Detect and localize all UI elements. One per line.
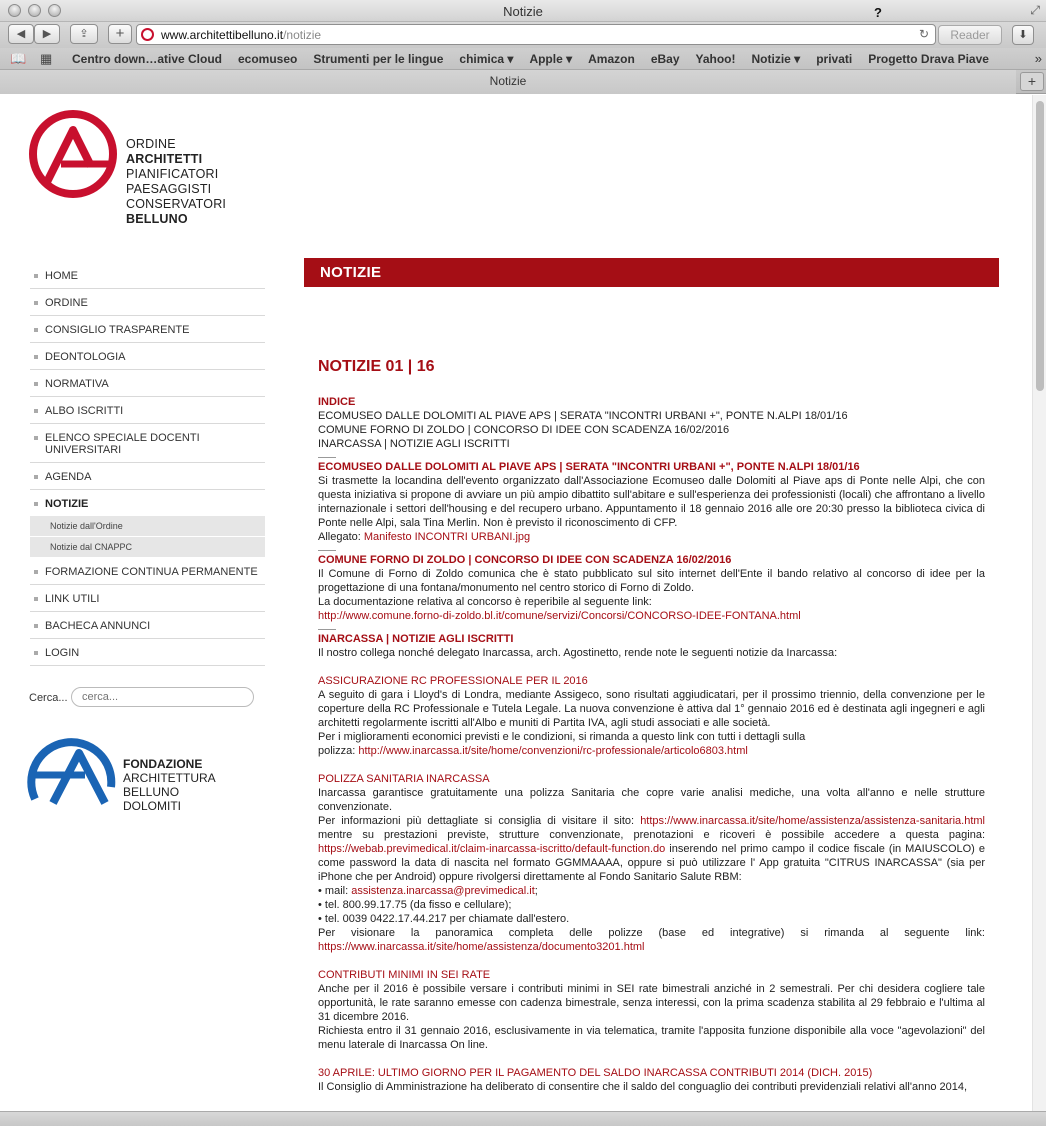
paragraph: Per i miglioramenti economici previsti e le condizioni, si rimanda a questo link con tutti i dettagli sulla	[318, 731, 806, 743]
nav-item-formazione[interactable]: FORMAZIONE CONTINUA PERMANENTE	[30, 558, 265, 585]
attachment-label: Allegato:	[318, 531, 364, 543]
tab-notizie[interactable]: Notizie	[0, 70, 1016, 94]
search-label: Cerca...	[29, 692, 68, 704]
back-button[interactable]: ◀	[8, 24, 34, 44]
text: Per visionare la panoramica completa delle polizze (base ed integrative) si rimanda al seguente link:	[318, 927, 985, 939]
nav-item-deontologia[interactable]: DEONTOLOGIA	[30, 343, 265, 370]
fondazione-logo-text	[123, 757, 216, 813]
address-bar[interactable]	[136, 24, 936, 45]
new-tab-button[interactable]: +	[1020, 72, 1044, 91]
logo-line: PAESAGGISTI	[126, 182, 212, 196]
logo-line: BELLUNO	[126, 212, 188, 226]
bookmark-item[interactable]: Progetto Drava Piave	[868, 52, 989, 66]
paragraph: Il Consiglio di Amministrazione ha deliberato di consentire che il saldo del conguaglio dei contributi previdenziali relativi all'anno 2014,	[318, 1081, 968, 1093]
divider	[318, 550, 336, 551]
text: inserendo nel primo campo il codice fiscale (in MAIUSCOLO) e come password la data di nascita nel formato GGMMAAAA, oppure si può utilizzare l' App gratuita "CITRUS INARCASSA" (sia per iPhone che per Android) oppure rivolgersi direttamente al Fondo Sanitario Salute RBM:	[318, 843, 985, 883]
subsection-title: 30 APRILE: ULTIMO GIORNO PER IL PAGAMENTO DEL SALDO INARCASSA CONTRIBUTI 2014 (DICH. 2015)	[318, 1067, 873, 1079]
logo-line: CONSERVATORI	[126, 197, 227, 211]
nav-item-login[interactable]: LOGIN	[30, 639, 265, 666]
top-sites-icon[interactable]: ▦	[40, 51, 53, 66]
banner-title: NOTIZIE	[320, 264, 382, 281]
more-bookmarks-icon[interactable]: »	[1034, 51, 1042, 66]
logo-line: FONDAZIONE	[123, 757, 203, 771]
bookmark-item[interactable]: Yahoo!	[695, 52, 736, 66]
paragraph	[318, 926, 985, 954]
link-label: polizza:	[318, 745, 359, 757]
text: Per informazioni più dettagliate si consiglia di visitare il sito:	[318, 815, 641, 827]
paragraph	[318, 814, 985, 884]
article-content	[318, 357, 985, 1094]
index-item[interactable]: ECOMUSEO DALLE DOLOMITI AL PIAVE APS | SERATA "INCONTRI URBANI +", PONTE N.ALPI 18/01/16	[318, 410, 848, 422]
index-item[interactable]: INARCASSA | NOTIZIE AGLI ISCRITTI	[318, 438, 510, 450]
nav-item-ordine[interactable]: ORDINE	[30, 289, 265, 316]
bookmark-item[interactable]: Notizie ▾	[751, 52, 801, 66]
window-titlebar	[0, 0, 1046, 22]
email-link[interactable]: assistenza.inarcassa@previmedical.it	[351, 885, 535, 897]
browser-toolbar	[0, 22, 1046, 48]
bookmark-list	[72, 52, 1005, 66]
divider	[318, 629, 336, 630]
nav-item-link-utili[interactable]: LINK UTILI	[30, 585, 265, 612]
logo-line: ORDINE	[126, 137, 176, 151]
logo-line: BELLUNO	[123, 785, 180, 799]
status-bar	[0, 1111, 1046, 1126]
paragraph: Il Comune di Forno di Zoldo comunica che è stato pubblicato sul sito internet dell'Ente il bando relativo al concorso di idee per la progettazione di una fontana/monumento nel centro storico di Forno di Zoldo.	[318, 568, 985, 594]
url-path: /notizie	[283, 28, 322, 42]
index-title: INDICE	[318, 396, 356, 408]
divider	[318, 457, 336, 458]
list-item	[318, 884, 985, 898]
logo-line: ARCHITETTURA	[123, 771, 216, 785]
nav-subitem-notizie-cnappc[interactable]: Notizie dal CNAPPC	[30, 537, 265, 558]
paragraph: Anche per il 2016 è possibile versare i contributi minimi in SEI rate bimestrali anziché in 2 semestrali. Per chi desidera cogliere tale opportunità, le rate saranno emesse con cadenza bimestrale, senza interessi, con la prima scadenza stabilita al 29 febbraio e l'ultima al 31 dicembre 2016.	[318, 983, 985, 1023]
text: • mail:	[318, 885, 352, 897]
search-input[interactable]	[71, 687, 254, 707]
nav-item-agenda[interactable]: AGENDA	[30, 463, 265, 490]
reload-icon[interactable]: ↻	[918, 27, 929, 41]
scrollbar-thumb[interactable]	[1036, 101, 1044, 391]
section-banner	[304, 258, 999, 287]
nav-item-notizie[interactable]: NOTIZIE	[30, 490, 265, 516]
attachment-line	[318, 530, 985, 544]
nav-item-elenco-docenti[interactable]: ELENCO SPECIALE DOCENTI UNIVERSITARI	[30, 424, 265, 463]
nav-item-albo-iscritti[interactable]: ALBO ISCRITTI	[30, 397, 265, 424]
nav-item-consiglio-trasparente[interactable]: CONSIGLIO TRASPARENTE	[30, 316, 265, 343]
subsection-title: ASSICURAZIONE RC PROFESSIONALE PER IL 2016	[318, 675, 588, 687]
ordine-logo-text	[126, 137, 226, 227]
fullscreen-icon[interactable]: ⤢	[1030, 3, 1040, 17]
nav-item-bacheca-annunci[interactable]: BACHECA ANNUNCI	[30, 612, 265, 639]
index-item[interactable]: COMUNE FORNO DI ZOLDO | CONCORSO DI IDEE CON SCADENZA 16/02/2016	[318, 424, 730, 436]
downloads-icon[interactable]: ⬇	[1012, 25, 1034, 45]
paragraph: Il nostro collega nonché delegato Inarcassa, arch. Agostinetto, rende note le seguenti notizie da Inarcassa:	[318, 647, 838, 659]
subsection-title: POLIZZA SANITARIA INARCASSA	[318, 773, 490, 785]
paragraph: Richiesta entro il 31 gennaio 2016, esclusivamente in via telematica, tramite l'apposita funzione disponibile alla voce "agevolazioni" del menu laterale di Inarcassa On line.	[318, 1025, 985, 1051]
share-button[interactable]: ⇪	[70, 24, 98, 44]
bookmark-item[interactable]: privati	[816, 52, 853, 66]
bookmark-item[interactable]: Amazon	[588, 52, 635, 66]
url-host: www.architettibelluno.it	[161, 28, 284, 42]
nav-item-home[interactable]: HOME	[30, 262, 265, 289]
list-item: • tel. 800.99.17.75 (da fisso e cellulare);	[318, 899, 512, 911]
tab-bar	[0, 70, 1046, 94]
bookmark-item[interactable]: Apple ▾	[529, 52, 573, 66]
bookmark-item[interactable]: Strumenti per le lingue	[313, 52, 444, 66]
logo-line: ARCHITETTI	[126, 152, 203, 166]
list-item: • tel. 0039 0422.17.44.217 per chiamate dall'estero.	[318, 913, 570, 925]
page-viewport	[0, 95, 1032, 1111]
rc-professionale-link[interactable]: http://www.inarcassa.it/site/home/convenzioni/rc-professionale/articolo6803.html	[358, 745, 748, 757]
forward-button[interactable]: ▶	[34, 24, 60, 44]
nav-subitem-notizie-ordine[interactable]: Notizie dall'Ordine	[30, 516, 265, 537]
add-bookmark-button[interactable]: +	[108, 24, 132, 44]
section-title: ECOMUSEO DALLE DOLOMITI AL PIAVE APS | SERATA "INCONTRI URBANI +", PONTE N.ALPI 18/01/16	[318, 461, 860, 473]
sidebar-nav	[30, 262, 265, 666]
text: ;	[534, 885, 538, 897]
bookmark-item[interactable]: ecomuseo	[238, 52, 298, 66]
bookmark-item[interactable]: chimica ▾	[459, 52, 514, 66]
section-title: INARCASSA | NOTIZIE AGLI ISCRITTI	[318, 633, 514, 645]
bookmarks-bar	[0, 48, 1046, 70]
assistenza-sanitaria-link[interactable]: https://www.inarcassa.it/site/home/assistenza/assistenza-sanitaria.html	[640, 815, 985, 827]
logo-line: PIANIFICATORI	[126, 167, 219, 181]
paragraph: A seguito di gara i Lloyd's di Londra, mediante Assigeco, sono risultati aggiudicatari, per il prossimo triennio, della convenzione per le coperture della RC Professionale e Tutela Legale. La nuova convenzione è attiva dal 1° gennaio 2016 ed è destinata agli ingegneri e agli architetti regolarmente iscritti all'Albo e muniti di Partita IVA, agli studi associati e alle società.	[318, 689, 985, 729]
section-title: COMUNE FORNO DI ZOLDO | CONCORSO DI IDEE CON SCADENZA 16/02/2016	[318, 554, 732, 566]
site-favicon-icon	[141, 28, 154, 41]
vertical-scrollbar[interactable]	[1032, 95, 1046, 1111]
url-text[interactable]	[161, 28, 321, 42]
bookmark-item[interactable]: Centro down…ative Cloud	[72, 52, 222, 66]
attachment-link[interactable]: Manifesto INCONTRI URBANI.jpg	[363, 531, 531, 543]
nav-item-normativa[interactable]: NORMATIVA	[30, 370, 265, 397]
bookmark-item[interactable]: eBay	[650, 52, 680, 66]
previmedical-link[interactable]: https://webab.previmedical.it/claim-inarcassa-iscritto/default-function.do	[318, 843, 666, 855]
fondazione-logo[interactable]	[27, 727, 119, 811]
subsection-title: CONTRIBUTI MINIMI IN SEI RATE	[318, 969, 491, 981]
link-line	[318, 744, 985, 758]
page-title: NOTIZIE 01 | 16	[318, 358, 435, 375]
reader-button[interactable]: Reader	[938, 25, 1002, 45]
logo-line: DOLOMITI	[123, 799, 182, 813]
concorso-link[interactable]: http://www.comune.forno-di-zoldo.bl.it/comune/servizi/Concorsi/CONCORSO-IDEE-FONTANA.html	[318, 610, 801, 622]
paragraph: Inarcassa garantisce gratuitamente una polizza Sanitaria che copre varie analisi mediche, una volta all'anno e nelle strutture convenzionate.	[318, 787, 985, 813]
paragraph: Si trasmette la locandina dell'evento organizzato dall'Associazione Ecomuseo dalle Dolomiti al Piave aps di Ponte nelle Alpi, che con questa iniziativa si propone di avviare un più ampio dibattito sull'abitare e sull'esperienza dei professionisti (locali) che affrontano a livello internazionale i settori dell'housing e del recupero urbano. Appuntamento il 18 gennaio 2016 alle ore 20:30 presso la biblioteca civica di Ponte nelle Alpi, sala Tina Merlin. Non è previsto il riconoscimento di CFP.	[318, 475, 985, 529]
window-title: Notizie	[503, 4, 543, 19]
text: mentre su prestazioni previste, strutture convenzionate, prenotazioni e ricoveri è possibile accedere a questa pagina:	[318, 829, 985, 841]
paragraph: La documentazione relativa al concorso è reperibile al seguente link:	[318, 596, 652, 608]
help-icon: ?	[874, 5, 882, 20]
ordine-architetti-logo[interactable]	[27, 108, 119, 200]
reading-list-icon[interactable]: 📖	[10, 51, 27, 66]
documento-link[interactable]: https://www.inarcassa.it/site/home/assistenza/documento3201.html	[318, 941, 645, 953]
